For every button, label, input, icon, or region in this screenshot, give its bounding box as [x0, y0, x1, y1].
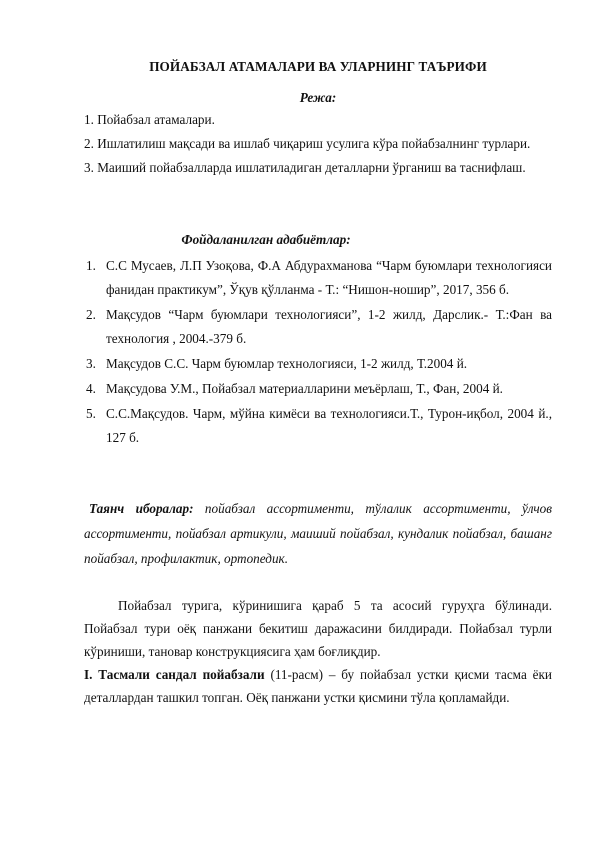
reference-number: 1.: [86, 258, 96, 273]
references-list: [84, 254, 552, 451]
plan-item: 1. Пойабзал атамалари.: [84, 112, 215, 127]
reference-number: 2.: [86, 307, 96, 322]
reference-item: [84, 303, 552, 351]
plan-list: [84, 108, 544, 180]
section-text: (11-расм) – бу пойабзал устки қисми тасма ёки деталлардан ташкил топган. Оёқ панжани устки қисмини тўла қопламайди.: [84, 667, 552, 705]
reference-number: 4.: [86, 381, 96, 396]
plan-item: 3. Маиший пойабзалларда ишлатиладиган деталларни ўрганиш ва таснифлаш.: [84, 160, 526, 175]
reference-item: [84, 352, 552, 376]
section-heading: I. Тасмали сандал пойабзали: [84, 667, 265, 682]
reference-item: [84, 402, 552, 450]
reference-item: [84, 377, 552, 401]
reference-number: 5.: [86, 406, 96, 421]
reference-number: 3.: [86, 356, 96, 371]
keywords-paragraph: [84, 496, 552, 571]
plan-heading: Режа:: [299, 90, 337, 105]
body-text: [84, 594, 552, 709]
keywords-text: пойабзал ассортименти, тўлалик ассортименти, ўлчов ассортименти, пойабзал артикули, маиший пойабзал, кундалик пойабзал, башанг пойабзал, профилактик, ортопедик.: [84, 501, 552, 566]
reference-text: С.С.Мақсудов. Чарм, мўйна кимёси ва технологияси.Т., Турон-иқбол, 2004 й., 127 б.: [106, 406, 552, 445]
references-heading: Фойдаланилган адабиётлар:: [181, 232, 351, 247]
body-paragraph: Пойабзал турига, кўринишига қараб 5 та асосий гуруҳга бўлинади. Пойабзал тури оёқ панжани бекитиш даражасини билдиради. Пойабзал турли кўриниши, тановар конструкциясига ҳам боғлиқдир.: [84, 598, 552, 659]
body-paragraph: [84, 663, 552, 709]
reference-item: [84, 254, 552, 302]
keywords-label: Таянч иборалар:: [89, 501, 194, 516]
reference-text: С.С Мусаев, Л.П Узоқова, Ф.А Абдурахманова “Чарм буюмлари технологияси фанидан практикум”, Ўқув қўлланма - Т.: “Нишон-ношир”, 2017, 356 б.: [106, 258, 552, 297]
reference-text: Мақсудов С.С. Чарм буюмлар технологияси, 1-2 жилд, Т.2004 й.: [106, 356, 468, 371]
document-title: ПОЙАБЗАЛ АТАМАЛАРИ ВА УЛАРНИНГ ТАЪРИФИ: [149, 59, 487, 74]
reference-text: Мақсудова У.М., Пойабзал материалларини меъёрлаш, Т., Фан, 2004 й.: [106, 381, 503, 396]
plan-item: 2. Ишлатилиш мақсади ва ишлаб чиқариш усулига кўра пойабзалнинг турлари.: [84, 136, 531, 151]
reference-text: Мақсудов “Чарм буюмлари технологияси”, 1-2 жилд, Дарслик.- Т.:Фан ва технология , 2004.-379 б.: [106, 307, 552, 346]
